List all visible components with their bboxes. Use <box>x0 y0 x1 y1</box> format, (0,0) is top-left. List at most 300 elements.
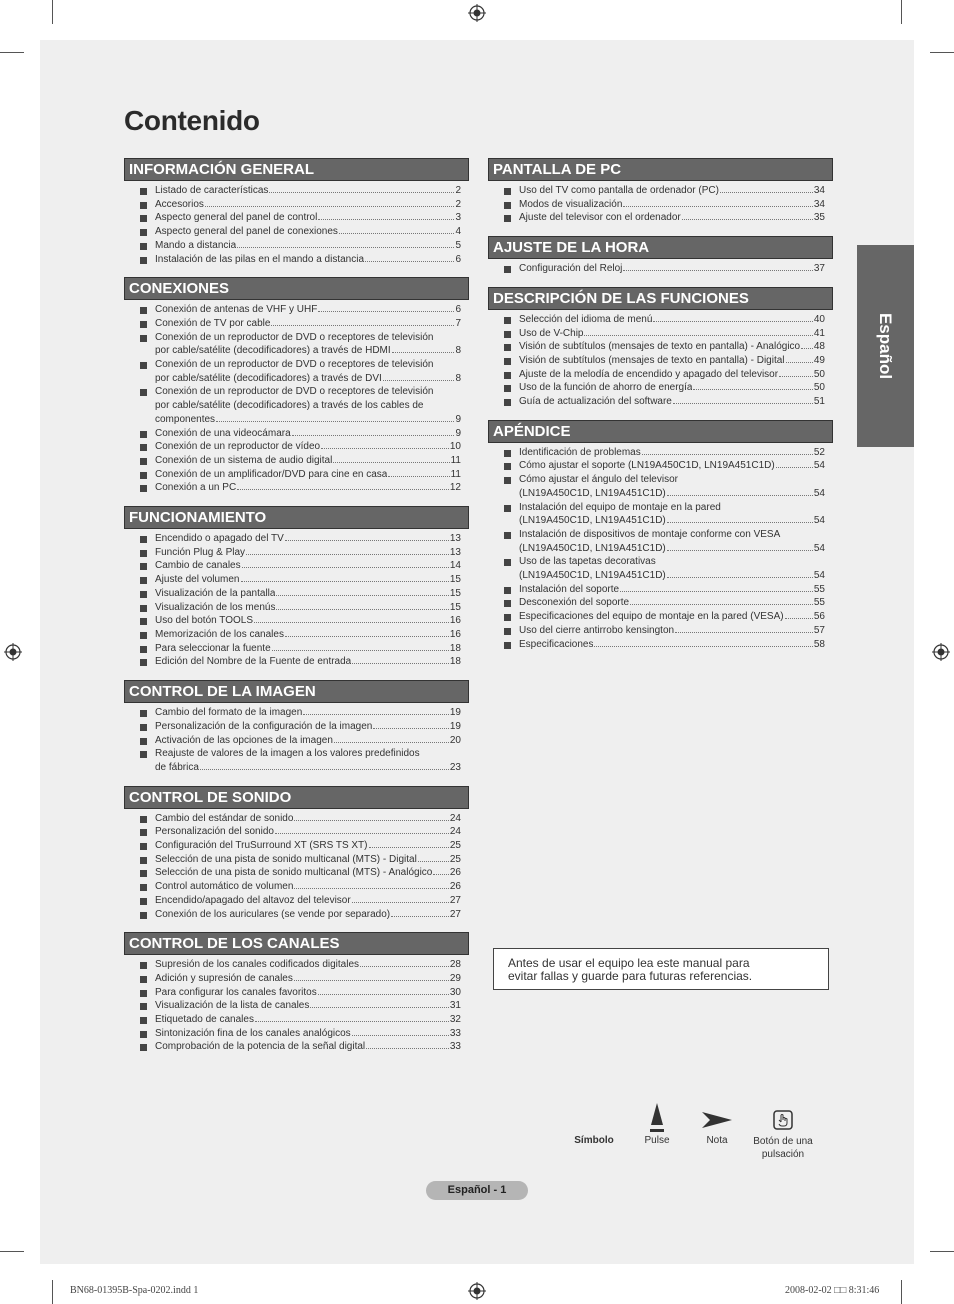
toc-entry-row <box>155 481 461 495</box>
toc-entry-page: 50 <box>813 382 825 394</box>
symbols-legend <box>560 1100 840 1170</box>
toc-entry-row <box>155 440 461 454</box>
toc-entry-page: 32 <box>449 1014 461 1026</box>
toc-entry-label: Activación de las opciones de la imagen <box>155 734 333 746</box>
toc-entry-label: Aspecto general del panel de conexiones <box>155 226 338 238</box>
toc-entry-label: Configuración del TruSurround XT (SRS TS XT) <box>155 840 368 852</box>
toc-entry-page: 15 <box>449 574 461 586</box>
toc-entry-page: 55 <box>813 597 825 609</box>
toc-entry-page: 6 <box>455 253 461 265</box>
toc-entry-row <box>155 372 461 386</box>
dot-leader <box>675 632 813 633</box>
one-touch-button-icon <box>773 1110 793 1135</box>
toc-entry-label: Uso del botón TOOLS <box>155 615 254 627</box>
dot-leader <box>294 820 448 821</box>
toc-entry-page: 3 <box>455 212 461 224</box>
press-icon <box>650 1103 664 1138</box>
toc-entry-line: Uso de las tapetas decorativas <box>519 556 656 568</box>
toc-entry-row <box>519 198 825 212</box>
dot-leader <box>318 311 454 312</box>
dot-leader <box>339 233 455 234</box>
toc-entry-row <box>155 894 461 908</box>
page-title: Contenido <box>124 105 260 136</box>
dot-leader <box>285 636 449 637</box>
notice-line: Antes de usar el equipo lea este manual para <box>508 956 750 970</box>
toc-entry-label: Conexión de un sistema de audio digital <box>155 454 333 466</box>
dot-leader <box>433 874 449 875</box>
toc-entry-page: 34 <box>813 185 825 196</box>
toc-entry-page: 4 <box>455 226 461 238</box>
toc-entry-label: Conexión de antenas de VHF y UHF <box>155 304 318 316</box>
toc-entry-page: 7 <box>455 317 461 329</box>
toc-entry <box>488 184 833 198</box>
toc-entry-row <box>155 573 461 587</box>
toc-entry-row <box>155 720 461 734</box>
toc-entry-row <box>155 303 461 317</box>
toc-entry-page: 15 <box>449 587 461 599</box>
toc-entry-label: (LN19A450C1D, LN19A451C1D) <box>519 542 666 554</box>
toc-entry-label: Instalación del soporte <box>519 583 620 595</box>
toc-entry-label: Cambio del formato de la imagen <box>155 707 303 719</box>
toc-entry <box>488 555 833 582</box>
toc-entry-row <box>155 734 461 748</box>
section-header: AJUSTE DE LA HORA <box>488 236 833 259</box>
toc-entry-row <box>155 1040 461 1054</box>
toc-entry <box>124 986 469 1000</box>
dot-leader <box>294 980 449 981</box>
toc-entry-row <box>519 610 825 624</box>
toc-entry-label: Personalización de la configuración de la imagen <box>155 720 373 732</box>
toc-entry-row <box>155 1027 461 1041</box>
toc-list <box>124 303 469 495</box>
toc-entry-page: 34 <box>813 198 825 210</box>
toc-entry-page: 2 <box>455 198 461 210</box>
toc-entry-row <box>519 542 825 556</box>
toc-list <box>488 262 833 276</box>
toc-entry-label: Conexión de TV por cable <box>155 317 271 329</box>
notice-line: evitar fallas y guarde para futuras referencias. <box>508 969 753 983</box>
toc-entry-page: 26 <box>449 867 461 879</box>
toc-entry <box>124 559 469 573</box>
section-header: CONTROL DE LOS CANALES <box>124 932 469 955</box>
toc-column-left <box>124 158 469 1065</box>
toc-entry-page: 40 <box>813 313 825 325</box>
toc-entry-page: 8 <box>455 345 461 357</box>
toc-entry-label: por cable/satélite (decodificadores) a través de DVI <box>155 372 382 384</box>
toc-entry-row <box>155 972 461 986</box>
toc-entry-label: (LN19A450C1D, LN19A451C1D) <box>519 487 666 499</box>
toc-list <box>124 184 469 266</box>
toc-entry-page: 24 <box>449 826 461 838</box>
toc-entry <box>488 596 833 610</box>
section-header: DESCRIPCIÓN DE LAS FUNCIONES <box>488 287 833 310</box>
toc-entry-label: componentes <box>155 413 216 425</box>
toc-entry <box>124 546 469 560</box>
toc-entry <box>124 1013 469 1027</box>
toc-entry <box>488 610 833 624</box>
toc-entry-row <box>519 395 825 409</box>
toc-entry-label: Personalización del sonido <box>155 826 274 838</box>
section-header: PANTALLA DE PC <box>488 158 833 181</box>
toc-entry-row <box>519 638 825 652</box>
toc-entry-page: 54 <box>813 460 825 472</box>
toc-entry <box>124 184 469 198</box>
dot-leader <box>276 595 448 596</box>
dot-leader <box>391 916 449 917</box>
crop-mark <box>52 1280 53 1304</box>
toc-entry-label: Selección de una pista de sonido multicanal (MTS) - Digital <box>155 853 417 865</box>
dot-leader <box>352 663 449 664</box>
toc-entry-row <box>155 413 461 427</box>
section-header: CONEXIONES <box>124 277 469 300</box>
dot-leader <box>275 833 449 834</box>
dot-leader <box>310 1007 449 1008</box>
toc-entry-row <box>155 866 461 880</box>
dot-leader <box>292 435 455 436</box>
dot-leader <box>623 206 812 207</box>
toc-entry-label: Adición y supresión de canales <box>155 972 293 984</box>
toc-entry <box>488 583 833 597</box>
press-label: Pulse <box>644 1135 670 1146</box>
registration-mark-icon <box>4 643 22 661</box>
toc-entry-page: 16 <box>449 615 461 627</box>
toc-entry-label: Identificación de problemas <box>519 446 641 458</box>
toc-entry-label: Edición del Nombre de la Fuente de entrada <box>155 656 352 668</box>
dot-leader <box>303 714 449 715</box>
dot-leader <box>352 1035 449 1036</box>
notice-box <box>493 948 829 990</box>
toc-entry-page: 18 <box>449 656 461 668</box>
toc-entry-page: 13 <box>449 533 461 545</box>
toc-entry-label: Cambio de canales <box>155 560 241 572</box>
toc-entry-label: Uso del TV como pantalla de ordenador (PC) <box>519 185 719 196</box>
dot-leader <box>216 421 454 422</box>
dot-leader <box>246 554 449 555</box>
toc-entry <box>124 972 469 986</box>
toc-entry-page: 9 <box>455 413 461 425</box>
toc-entry-page: 11 <box>450 468 461 480</box>
note-label: Nota <box>706 1135 728 1146</box>
toc-entry-row <box>519 368 825 382</box>
toc-entry <box>124 427 469 441</box>
toc-entry-label: Uso del cierre antirrobo kensington <box>519 624 675 636</box>
toc-entry-label: Accesorios <box>155 198 204 210</box>
toc-entry-page: 18 <box>449 642 461 654</box>
toc-entry-label: Uso de la función de ahorro de energía <box>519 382 693 394</box>
toc-entry-page: 25 <box>449 840 461 852</box>
dot-leader <box>786 362 813 363</box>
toc-entry-row <box>519 569 825 583</box>
registration-mark-icon <box>932 643 950 661</box>
toc-entry-row <box>155 880 461 894</box>
toc-entry-label: Conexión de una videocámara <box>155 427 291 439</box>
dot-leader <box>205 206 455 207</box>
dot-leader <box>285 540 449 541</box>
toc-entry-row <box>155 468 461 482</box>
dot-leader <box>594 646 812 647</box>
print-footer-filename: BN68-01395B-Spa-0202.indd 1 <box>70 1285 199 1296</box>
toc-entry-page: 52 <box>813 446 825 458</box>
toc-entry-row <box>155 614 461 628</box>
dot-leader <box>720 192 813 193</box>
toc-entry <box>488 446 833 460</box>
toc-entry-row <box>519 487 825 501</box>
toc-entry-page: 23 <box>449 761 461 773</box>
toc-entry-page: 10 <box>449 441 461 453</box>
one-touch-button-label-line: pulsación <box>761 1149 805 1160</box>
toc-entry <box>124 958 469 972</box>
toc-entry <box>124 198 469 212</box>
dot-leader <box>255 1021 449 1022</box>
language-tab <box>857 245 914 447</box>
toc-entry <box>124 253 469 267</box>
dot-leader <box>779 376 813 377</box>
toc-entry-page: 19 <box>449 720 461 732</box>
toc-entry <box>488 459 833 473</box>
dot-leader <box>620 591 813 592</box>
crop-mark <box>0 1251 24 1252</box>
toc-entry-page: 27 <box>449 894 461 906</box>
toc-entry <box>124 331 469 358</box>
dot-leader <box>584 335 812 336</box>
toc-entry-page: 35 <box>813 212 825 224</box>
page-number: Español - 1 <box>426 1181 528 1200</box>
toc-entry-row <box>155 853 461 867</box>
toc-entry-line: Conexión de un reproductor de DVD o receptores de televisión <box>155 386 434 398</box>
toc-entry-label: Para configurar los canales favoritos <box>155 986 317 998</box>
dot-leader <box>276 609 448 610</box>
toc-entry-label: Para seleccionar la fuente <box>155 642 271 654</box>
toc-section <box>124 277 469 495</box>
toc-entry-label: Encendido/apagado del altavoz del televisor <box>155 894 351 906</box>
toc-entry-line: Conexión de un reproductor de DVD o receptores de televisión <box>155 359 434 371</box>
dot-leader <box>237 247 454 248</box>
toc-entry <box>124 894 469 908</box>
toc-entry-row <box>519 354 825 368</box>
dot-leader <box>369 847 449 848</box>
toc-entry-page: 9 <box>455 427 461 439</box>
toc-entry-page: 49 <box>813 354 825 366</box>
toc-entry-page: 54 <box>813 515 825 527</box>
toc-entry-row <box>155 825 461 839</box>
toc-entry <box>124 385 469 426</box>
toc-entry-row <box>155 761 461 775</box>
toc-entry-label: Especificaciones del equipo de montaje en la pared (VESA) <box>519 611 784 623</box>
toc-entry-row <box>155 628 461 642</box>
toc-entry <box>124 720 469 734</box>
toc-entry-line: Conexión de un reproductor de DVD o receptores de televisión <box>155 331 434 343</box>
toc-entry-label: Desconexión del soporte <box>519 597 630 609</box>
one-touch-button-label <box>743 1135 823 1161</box>
toc-entry-page: 14 <box>449 560 461 572</box>
toc-section <box>124 506 469 669</box>
note-icon <box>702 1112 732 1133</box>
toc-entry <box>124 614 469 628</box>
section-header: INFORMACIÓN GENERAL <box>124 158 469 181</box>
toc-entry-page: 55 <box>813 583 825 595</box>
toc-column-right <box>488 158 833 662</box>
toc-entry-row <box>519 596 825 610</box>
toc-entry-page: 25 <box>449 853 461 865</box>
toc-list <box>488 313 833 409</box>
toc-entry-row <box>155 812 461 826</box>
toc-entry <box>488 381 833 395</box>
toc-entry <box>124 358 469 385</box>
toc-entry <box>488 624 833 638</box>
dot-leader <box>653 321 812 322</box>
dot-leader <box>269 192 454 193</box>
toc-section <box>124 158 469 266</box>
toc-entry-page: 54 <box>813 570 825 582</box>
toc-entry-page: 6 <box>455 304 461 316</box>
toc-entry-label: (LN19A450C1D, LN19A451C1D) <box>519 515 666 527</box>
symbols-heading: Símbolo <box>574 1135 614 1146</box>
dot-leader <box>667 495 813 496</box>
toc-entry-label: Visión de subtítulos (mensajes de texto en pantalla) - Analógico <box>519 341 801 353</box>
toc-entry-label: Comprobación de la potencia de la señal digital <box>155 1041 366 1053</box>
print-footer-timestamp: 2008-02-02 □□ 8:31:46 <box>785 1285 880 1296</box>
toc-entry-row <box>155 211 461 225</box>
toc-entry-label: Instalación de las pilas en el mando a distancia <box>155 253 365 265</box>
toc-entry-line: Instalación del equipo de montaje en la pared <box>519 501 721 513</box>
dot-leader <box>352 902 449 903</box>
toc-entry-row <box>155 344 461 358</box>
dot-leader <box>418 861 449 862</box>
toc-section <box>124 786 469 922</box>
toc-entry <box>488 638 833 652</box>
toc-section <box>488 420 833 652</box>
toc-entry-label: Conexión de un reproductor de vídeo <box>155 441 321 453</box>
toc-entry-row <box>155 986 461 1000</box>
toc-entry <box>124 866 469 880</box>
toc-entry-row <box>519 327 825 341</box>
toc-entry <box>488 327 833 341</box>
toc-entry-label: Control automático de volumen <box>155 881 294 893</box>
toc-section <box>488 287 833 409</box>
toc-entry <box>124 532 469 546</box>
toc-entry-row <box>155 706 461 720</box>
toc-entry-page: 56 <box>813 611 825 623</box>
toc-entry <box>124 303 469 317</box>
toc-entry-page: 5 <box>455 239 461 251</box>
toc-entry <box>488 313 833 327</box>
toc-entry-row <box>155 454 461 468</box>
dot-leader <box>242 567 449 568</box>
toc-section <box>124 680 469 775</box>
language-tab-label: Español <box>876 312 896 380</box>
toc-entry <box>124 642 469 656</box>
toc-entry-label: Cómo ajustar el soporte (LN19A450C1D, LN19A451C1D) <box>519 460 775 472</box>
dot-leader <box>334 742 449 743</box>
toc-entry-label: de fábrica <box>155 761 199 773</box>
dot-leader <box>237 489 449 490</box>
toc-entry-page: 51 <box>813 396 825 408</box>
dot-leader <box>318 219 454 220</box>
toc-list <box>488 184 833 225</box>
toc-entry <box>124 880 469 894</box>
toc-entry-row <box>519 340 825 354</box>
section-header: APÉNDICE <box>488 420 833 443</box>
toc-entry-label: Cambio del estándar de sonido <box>155 812 294 824</box>
toc-entry-row <box>519 184 825 198</box>
toc-entry-row <box>519 514 825 528</box>
crop-mark <box>52 0 53 24</box>
toc-list <box>124 958 469 1054</box>
section-header: FUNCIONAMIENTO <box>124 506 469 529</box>
toc-entry-line: Instalación de dispositivos de montaje conforme con VESA <box>519 528 781 540</box>
toc-entry-label: Ajuste de la melodía de encendido y apagado del televisor <box>519 368 779 380</box>
dot-leader <box>366 1048 449 1049</box>
toc-entry-label: Configuración del Reloj <box>519 263 623 275</box>
dot-leader <box>321 448 449 449</box>
toc-entry <box>124 239 469 253</box>
toc-entry-row <box>155 546 461 560</box>
toc-entry-label: Especificaciones <box>519 638 594 650</box>
toc-entry-page: 27 <box>449 908 461 920</box>
registration-mark-icon <box>468 1282 486 1300</box>
dot-leader <box>785 618 813 619</box>
toc-entry-row <box>155 908 461 922</box>
toc-entry <box>124 999 469 1013</box>
toc-entry-label: Conexión de un amplificador/DVD para cine en casa <box>155 468 388 480</box>
section-header: CONTROL DE LA IMAGEN <box>124 680 469 703</box>
toc-entry-label: Modos de visualización <box>519 198 623 210</box>
toc-entry <box>124 573 469 587</box>
toc-entry <box>124 1027 469 1041</box>
toc-entry-label: Selección de una pista de sonido multicanal (MTS) - Analógico <box>155 867 433 879</box>
toc-entry-line: Reajuste de valores de la imagen a los valores predefinidos <box>155 748 420 760</box>
dot-leader <box>388 476 449 477</box>
toc-section <box>488 158 833 225</box>
toc-section <box>124 932 469 1054</box>
toc-entry-label: Ajuste del televisor con el ordenador <box>519 212 681 224</box>
toc-entry-page: 41 <box>813 327 825 339</box>
toc-entry-page: 33 <box>449 1027 461 1039</box>
dot-leader <box>373 728 449 729</box>
toc-entry <box>124 825 469 839</box>
toc-entry-label: Visualización de la pantalla <box>155 587 276 599</box>
toc-entry-row <box>155 532 461 546</box>
toc-entry-row <box>155 999 461 1013</box>
toc-entry <box>124 468 469 482</box>
toc-entry-row <box>519 583 825 597</box>
toc-entry <box>124 747 469 774</box>
dot-leader <box>333 462 449 463</box>
toc-entry <box>124 734 469 748</box>
toc-entry-label: Aspecto general del panel de control <box>155 212 318 224</box>
one-touch-button-label-line: Botón de una <box>753 1136 813 1147</box>
dot-leader <box>200 769 449 770</box>
dot-leader <box>667 550 813 551</box>
toc-entry-row <box>519 313 825 327</box>
toc-entry <box>488 340 833 354</box>
crop-mark <box>930 1251 954 1252</box>
dot-leader <box>630 604 813 605</box>
toc-entry-label: Supresión de los canales codificados digitales <box>155 959 360 971</box>
toc-entry-label: Sintonización fina de los canales analógicos <box>155 1027 351 1039</box>
dot-leader <box>241 581 449 582</box>
toc-entry-label: Mando a distancia <box>155 239 237 251</box>
toc-list <box>124 706 469 775</box>
toc-entry <box>124 706 469 720</box>
toc-entry-label: Función Plug & Play <box>155 546 246 558</box>
toc-entry <box>488 395 833 409</box>
toc-entry-label: Memorización de los canales <box>155 628 284 640</box>
dot-leader <box>272 650 449 651</box>
toc-list <box>124 532 469 669</box>
toc-entry-label: Encendido o apagado del TV <box>155 533 284 545</box>
toc-entry-row <box>519 381 825 395</box>
